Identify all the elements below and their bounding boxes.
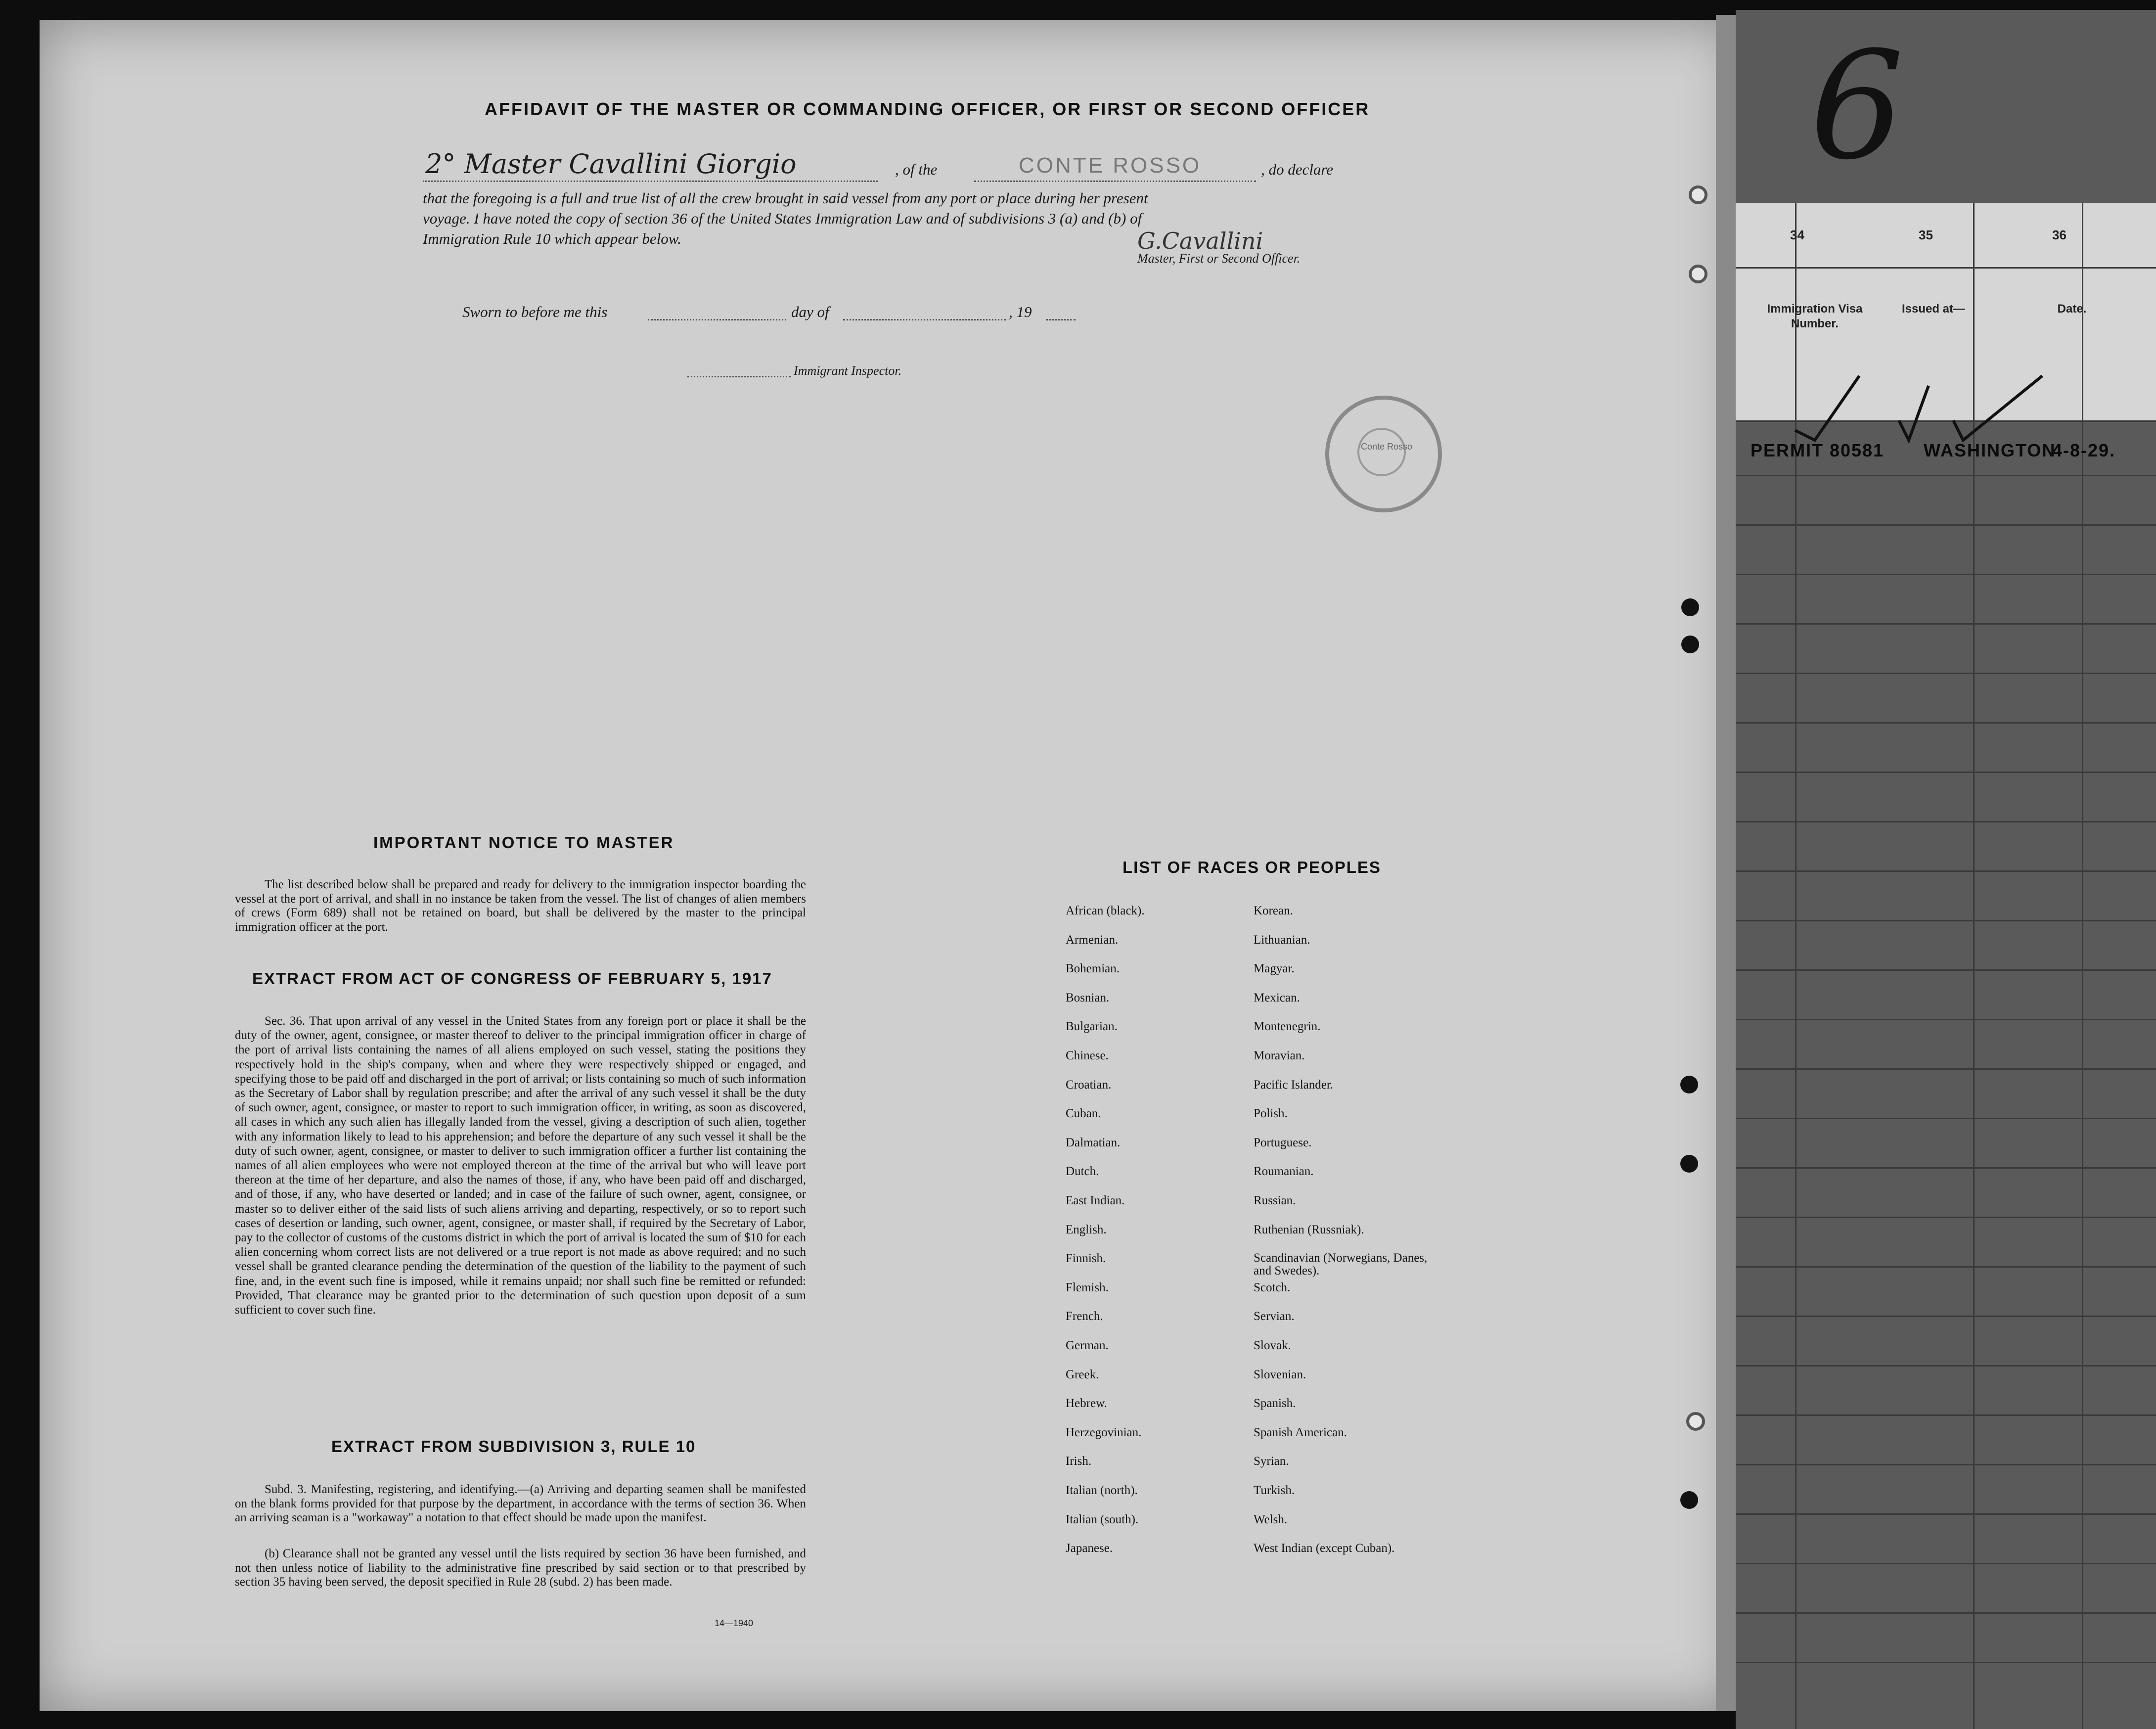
sworn-label: Sworn to before me this: [462, 303, 608, 320]
grid-line: [1736, 1266, 2156, 1268]
grid-line: [1736, 1118, 2156, 1119]
grid-line: [1736, 920, 2156, 921]
day-of-label: day of: [791, 303, 829, 320]
grid-line: [1736, 267, 2156, 269]
race-item-right: Roumanian.: [1254, 1165, 1314, 1179]
of-the-label: , of the: [895, 161, 938, 178]
grid-line: [1736, 673, 2156, 674]
race-item-left: Flemish.: [1066, 1280, 1109, 1294]
race-item-right: Ruthenian (Russniak).: [1254, 1223, 1364, 1236]
race-item-left: Cuban.: [1066, 1107, 1101, 1121]
sworn-month-line: [843, 319, 1006, 320]
binder-hole: [1681, 636, 1699, 653]
binder-hole: [1686, 1412, 1705, 1431]
grid-line: [1736, 1662, 2156, 1663]
binder-hole: [1689, 185, 1707, 204]
visa-issued-at: WASHINGTON: [1924, 440, 2056, 460]
binder-hole: [1681, 598, 1699, 616]
race-item-right: Scotch.: [1254, 1280, 1291, 1294]
race-item-left: Italian (north).: [1066, 1484, 1138, 1497]
race-item-left: Japanese.: [1066, 1542, 1113, 1555]
race-item-right: Slovak.: [1254, 1339, 1291, 1352]
grid-line: [1736, 1612, 2156, 1614]
column-number: 36: [2052, 228, 2066, 242]
master-name-handwritten: 2° Master Cavallini Giorgio: [425, 148, 797, 180]
column-header-date: Date.: [2057, 302, 2087, 316]
column-number: 35: [1919, 228, 1933, 242]
vessel-line: [974, 181, 1256, 182]
binder-hole: [1680, 1491, 1698, 1509]
race-item-right: West Indian (except Cuban).: [1254, 1542, 1395, 1555]
year-label: , 19: [1009, 303, 1032, 320]
grid-line: [1736, 1563, 2156, 1564]
race-item-left: Armenian.: [1066, 933, 1119, 947]
act-extract-text: Sec. 36. That upon arrival of any vessel in the United States from any foreign port or place it shall be the duty of the owner, agent, consignee, or master thereof to deliver to the principal immigration officer in charge of the port of arrival lists containing the names of all aliens employed on such vessel, stating the positions they respectively hold in the ship's company, when and where they were respectively shipped or engaged, and specifying those to be paid off and discharged in the port of arrival; or lists containing so much of such information as the Secretary of Labor shall by regulation prescribe; and after the arrival of any such vessel it shall be the duty of such owner, agent, consignee, or master to report to such immigration officer, in writing, as soon as discovered, all cases in which any such alien has illegally landed from the vessel, giving a description of such alien, together with any information likely to lead to his apprehension; and before the departure of any such vessel it shall be the duty of such owner, agent, consignee, or master to deliver to such immigration officer a further list containing the names of all alien employees who were not employed thereon at the time of the arrival but who will leave port thereon at the time of her departure, and also the names of those, if any, who have been paid off and discharged, and of those, if any, who have deserted or landed; and in case of the failure of such owner, agent, consignee, or master so to deliver either of the said lists of such aliens arriving and departing, respectively, or so to report such cases of desertion or landing, such owner, agent, consignee, or master shall, if required by the Secretary of Labor, pay to the collector of customs of the customs district in which the port of arrival is located the sum of $10 for each alien concerning whom correct lists are not delivered or a true report is not made as above required; and no such vessel shall be granted clearance pending the determination of the question of the liability to the payment of such fine, and, in the event such fine is imposed, while it remains unpaid; nor shall such fine be remitted or refunded: Provided, That clearance may be granted prior to the determination of such question upon deposit of a sum sufficient to cover such fine.: [235, 1014, 806, 1317]
race-item-left: Bulgarian.: [1066, 1020, 1118, 1034]
race-item-left: Croatian.: [1066, 1078, 1112, 1092]
grid-line: [1736, 1167, 2156, 1169]
race-item-right: Spanish.: [1254, 1397, 1296, 1410]
race-item-right: Korean.: [1254, 904, 1293, 917]
affidavit-text-line1: that the foregoing is a full and true list of all the crew brought in said vessel from any port or place during her present: [423, 189, 1148, 207]
manifest-page: [40, 20, 1741, 1711]
race-item-right: Slovenian.: [1254, 1367, 1306, 1381]
vessel-name-stamp: CONTE ROSSO: [1019, 153, 1202, 178]
inspector-line: [687, 376, 791, 377]
race-item-right: Syrian.: [1254, 1455, 1289, 1468]
race-item-left: Finnish.: [1066, 1252, 1106, 1266]
race-item-left: Italian (south).: [1066, 1512, 1139, 1526]
grid-line: [1736, 623, 2156, 625]
do-declare-label: , do declare: [1261, 161, 1334, 178]
race-item-right: Turkish.: [1254, 1484, 1295, 1497]
grid-line: [1736, 1316, 2156, 1317]
grid-line: [1736, 870, 2156, 872]
race-item-left: African (black).: [1066, 904, 1145, 917]
race-item-right: Mexican.: [1254, 991, 1300, 1004]
inspector-label: Immigrant Inspector.: [794, 364, 902, 378]
race-item-left: Irish.: [1066, 1455, 1092, 1468]
grid-line: [1736, 574, 2156, 575]
grid-line: [1736, 969, 2156, 971]
sheet-number-handwritten: 6: [1810, 20, 1904, 192]
form-number: 14—1940: [715, 1618, 754, 1628]
affidavit-text-line3: Immigration Rule 10 which appear below.: [423, 230, 681, 247]
race-item-right: Montenegrin.: [1254, 1020, 1321, 1034]
race-item-left: Hebrew.: [1066, 1397, 1107, 1410]
stamp-text: Conte Rosso: [1361, 442, 1413, 452]
grid-line: [1736, 1464, 2156, 1465]
check-marks: [1785, 366, 2082, 445]
race-item-left: French.: [1066, 1310, 1103, 1323]
races-title: LIST OF RACES OR PEOPLES: [1123, 858, 1381, 876]
race-item-right: Welsh.: [1254, 1512, 1288, 1526]
affidavit-text-line2: voyage. I have noted the copy of section 36 of the United States Immigration Law and of subdivisions 3 (a) and (b) of: [423, 210, 1142, 227]
binder-hole: [1689, 265, 1707, 283]
race-item-left: East Indian.: [1066, 1194, 1125, 1207]
race-item-left: Dalmatian.: [1066, 1136, 1121, 1149]
column-number: 34: [1790, 228, 1804, 242]
grid-line: [1736, 1217, 2156, 1218]
name-line: [423, 181, 878, 182]
visa-date: 4-8-29.: [2052, 440, 2116, 460]
notice-title: IMPORTANT NOTICE TO MASTER: [373, 833, 674, 852]
act-extract-title: EXTRACT FROM ACT OF CONGRESS OF FEBRUARY 5, 1917: [252, 969, 772, 988]
race-item-right: Portuguese.: [1254, 1136, 1312, 1149]
grid-line: [1736, 821, 2156, 822]
grid-line: [1736, 1513, 2156, 1515]
race-item-left: Bosnian.: [1066, 991, 1110, 1004]
affidavit-title: AFFIDAVIT OF THE MASTER OR COMMANDING OFFICER, OR FIRST OR SECOND OFFICER: [485, 99, 1370, 119]
race-item-right: Scandinavian (Norwegians, Danes, and Swedes).: [1254, 1251, 1428, 1278]
officer-signature: G.Cavallini: [1137, 228, 1263, 254]
grid-line: [1736, 524, 2156, 526]
signer-title: Master, First or Second Officer.: [1137, 251, 1301, 266]
column-header-visa: Immigration Visa Number.: [1767, 302, 1863, 330]
adjacent-manifest-sheet: [1736, 10, 2156, 1729]
grid-line: [1736, 1068, 2156, 1070]
grid-line: [1736, 475, 2156, 476]
race-item-right: Lithuanian.: [1254, 933, 1310, 947]
sworn-year-line: [1046, 319, 1076, 320]
stamp-center: [1357, 428, 1406, 476]
page-edge: [1716, 15, 1736, 1711]
sworn-day-line: [648, 319, 786, 320]
rule-extract-text-b: (b) Clearance shall not be granted any vessel until the lists required by section 36 have been furnished, and not then unless notice of liability to the administrative fine prescribed by said section or to that prescribed by section 35 having been served, the deposit specified in Rule 28 (subd. 2) has been made.: [235, 1547, 806, 1589]
grid-line: [1736, 1414, 2156, 1416]
race-item-right: Russian.: [1254, 1194, 1296, 1207]
rule-extract-text-a: Subd. 3. Manifesting, registering, and identifying.—(a) Arriving and departing seamen shall be manifested on the blank forms provided for that purpose by the department, in accordance with the terms of section 36. When an arriving seaman is a "workaway" a notation to that effect should be made upon the manifest.: [235, 1483, 806, 1525]
race-item-left: Bohemian.: [1066, 962, 1120, 976]
race-item-left: English.: [1066, 1223, 1107, 1236]
race-item-left: Dutch.: [1066, 1165, 1099, 1179]
race-item-right: Moravian.: [1254, 1049, 1305, 1062]
race-item-left: German.: [1066, 1339, 1109, 1352]
race-item-right: Servian.: [1254, 1310, 1295, 1323]
grid-line: [1736, 772, 2156, 773]
race-item-right: Polish.: [1254, 1107, 1288, 1121]
visa-permit-number: PERMIT 80581: [1751, 440, 1885, 460]
race-item-left: Greek.: [1066, 1367, 1099, 1381]
binder-hole: [1680, 1076, 1698, 1093]
rule-extract-title: EXTRACT FROM SUBDIVISION 3, RULE 10: [331, 1437, 696, 1456]
grid-line: [2082, 203, 2083, 1729]
grid-line: [1736, 1019, 2156, 1020]
binder-hole: [1680, 1155, 1698, 1173]
column-header-issued: Issued at—: [1901, 302, 1966, 316]
race-item-left: Chinese.: [1066, 1049, 1109, 1062]
race-item-left: Herzegovinian.: [1066, 1425, 1142, 1439]
notice-text: The list described below shall be prepared and ready for delivery to the immigration inspector boarding the vessel at the port of arrival, and shall in no instance be taken from the vessel. The list of changes of alien members of crews (Form 689) shall not be retained on board, but shall be delivered by the master to the principal immigration officer at the port.: [235, 878, 806, 934]
grid-line: [1736, 722, 2156, 724]
grid-line: [1736, 1365, 2156, 1366]
race-item-right: Spanish American.: [1254, 1425, 1347, 1439]
race-item-right: Pacific Islander.: [1254, 1078, 1334, 1092]
race-item-right: Magyar.: [1254, 962, 1295, 976]
